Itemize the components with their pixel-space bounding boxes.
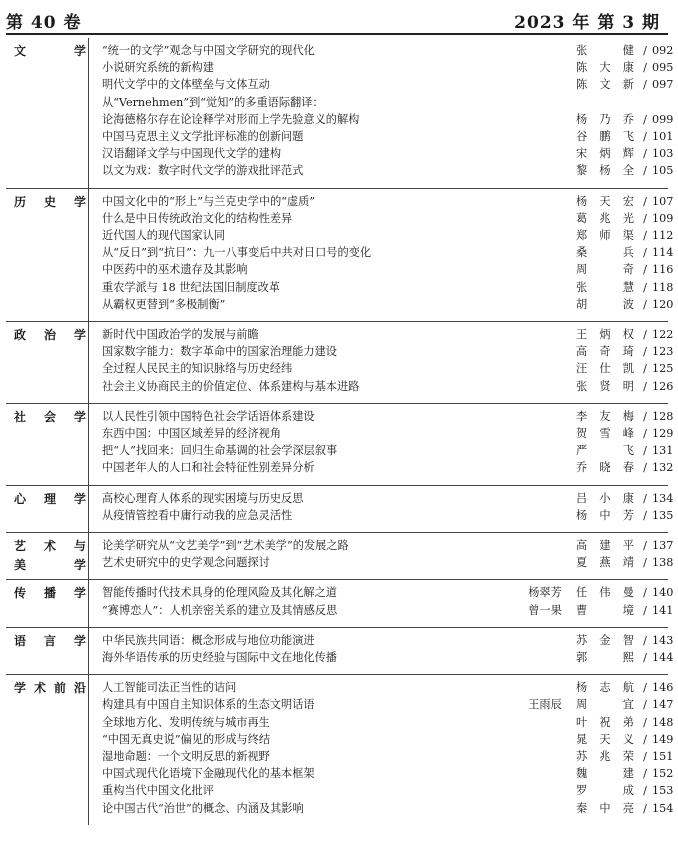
toc-entry[interactable] (102, 193, 674, 210)
page-number: 097 (652, 78, 674, 92)
article-coauthor: 杨翠芳 (528, 586, 562, 600)
page-number: 120 (652, 297, 674, 311)
article-author: 乔晓春 (576, 461, 634, 475)
article-author: 任伟曼 (576, 586, 634, 600)
article-title[interactable]: 中国马克思主义文学批评标准的创新问题 (102, 130, 304, 143)
page-number: 107 (652, 194, 674, 208)
toc-entry[interactable] (102, 244, 674, 261)
toc-entry[interactable] (102, 782, 674, 799)
article-author: 谷鹏飞 (576, 130, 634, 143)
page-separator: / (643, 130, 647, 143)
page-separator: / (643, 426, 647, 440)
page-number: 135 (652, 508, 674, 522)
article-author: 张慧 (576, 280, 634, 294)
page-separator: / (643, 749, 647, 763)
article-coauthor: 曾一果 (528, 603, 562, 617)
page-number: 152 (652, 767, 674, 781)
page-separator: / (643, 586, 647, 600)
article-title[interactable]: 全过程人民民主的知识脉络与历史经纬 (102, 362, 293, 376)
page-separator: / (643, 409, 647, 423)
article-author: 葛兆光 (576, 211, 634, 225)
page-number: 146 (652, 681, 674, 695)
page-separator: / (643, 732, 647, 746)
column-divider (88, 628, 89, 674)
toc-entry[interactable] (102, 584, 674, 601)
section-name-line: 美 学 (14, 557, 86, 572)
page-separator: / (643, 263, 647, 277)
column-divider (88, 533, 89, 579)
page-separator: / (643, 650, 647, 664)
toc-section (6, 403, 674, 485)
article-author: 周奇 (576, 263, 634, 277)
toc-entry[interactable] (102, 696, 674, 713)
article-author: 张贤明 (576, 379, 634, 393)
article-title[interactable]: 明代文学中的文体壁垒与文体互动 (102, 78, 270, 92)
page-separator: / (643, 78, 647, 92)
page-separator: / (643, 246, 647, 260)
page-number: 149 (652, 732, 674, 746)
article-title[interactable]: 构建具有中国自主知识体系的生态文明话语 (102, 698, 315, 712)
page-number: 122 (652, 327, 674, 341)
toc-entry[interactable] (102, 76, 674, 93)
article-author: 贺雪峰 (576, 426, 634, 440)
article-author: 王炳权 (576, 327, 634, 341)
page-separator: / (643, 164, 647, 178)
toc-section (6, 532, 674, 579)
column-divider (88, 189, 89, 321)
page-separator: / (643, 61, 647, 75)
article-title[interactable]: 重构当代中国文化批评 (102, 784, 214, 798)
toc-section (6, 38, 674, 188)
toc-entry[interactable] (102, 111, 674, 128)
article-author: 张健 (576, 44, 634, 57)
section-name (14, 193, 86, 212)
page-separator: / (643, 538, 647, 552)
article-author: 杨志航 (576, 681, 634, 695)
page-number: 105 (652, 164, 674, 178)
page-number: 099 (652, 112, 674, 126)
section-name (14, 632, 86, 651)
toc-entry[interactable] (102, 343, 674, 360)
page-number: 092 (652, 44, 674, 57)
page-separator: / (643, 379, 647, 393)
table-of-contents (6, 38, 674, 825)
toc-entry[interactable] (102, 507, 674, 524)
article-author: 高奇琦 (576, 345, 634, 359)
page-number: 154 (652, 801, 674, 815)
article-title[interactable]: 全球地方化、发明传统与城市再生 (102, 715, 270, 729)
page-separator: / (643, 633, 647, 647)
toc-entry[interactable] (102, 649, 674, 666)
article-title[interactable]: 什么是中日传统政治文化的结构性差异 (102, 211, 293, 225)
column-divider (88, 38, 89, 188)
article-title[interactable]: 中医药中的巫术遗存及其影响 (102, 263, 248, 277)
toc-entry[interactable] (102, 714, 674, 731)
section-name (14, 326, 86, 345)
section-name-line: 心理学 (14, 491, 86, 506)
toc-entry[interactable] (102, 261, 674, 278)
toc-entry[interactable] (102, 145, 674, 162)
page-separator: / (643, 603, 647, 617)
article-author: 叶祝弟 (576, 715, 634, 729)
toc-section (6, 579, 674, 626)
toc-entry[interactable] (102, 59, 674, 76)
article-author: 黎杨全 (576, 164, 634, 178)
article-author: 汪仕凯 (576, 362, 634, 376)
toc-entry[interactable] (102, 326, 674, 343)
page-number: 123 (652, 345, 674, 359)
toc-entry[interactable] (102, 731, 674, 748)
article-author: 杨乃乔 (576, 112, 634, 126)
article-author: 杨天宏 (576, 194, 634, 208)
page-separator: / (643, 444, 647, 458)
article-title[interactable]: 以文为戏：数字时代文学的游戏批评范式 (102, 164, 304, 178)
article-author: 曹境 (576, 603, 634, 617)
page-number: 153 (652, 784, 674, 798)
section-name (14, 537, 86, 575)
article-author: 高建平 (576, 538, 634, 552)
article-author: 陈文新 (576, 78, 634, 92)
article-title[interactable]: 论中国古代“治世”的概念、内涵及其影响 (102, 801, 304, 815)
page-separator: / (643, 508, 647, 522)
toc-entry[interactable] (102, 162, 674, 179)
article-title[interactable]: 人工智能司法正当性的诘问 (102, 681, 237, 695)
journal-header (0, 0, 678, 32)
article-author: 夏燕靖 (576, 556, 634, 570)
page-number: 126 (652, 379, 674, 393)
column-divider (88, 580, 89, 626)
page-number: 112 (652, 228, 674, 242)
page-number: 131 (652, 444, 674, 458)
section-name (14, 408, 86, 427)
article-title[interactable]: 新时代中国政治学的发展与前瞻 (102, 327, 259, 341)
page-number: 148 (652, 715, 674, 729)
page-separator: / (643, 362, 647, 376)
toc-entry[interactable] (102, 378, 674, 395)
section-name-line: 社会学 (14, 409, 86, 424)
article-title[interactable]: 中国文化中的“形上”与兰克史学中的“虚质” (102, 194, 316, 208)
article-title[interactable]: 中国老年人的人口和社会特征性别差异分析 (102, 461, 315, 475)
page-number: 147 (652, 698, 674, 712)
toc-entry[interactable] (102, 210, 674, 227)
section-name (14, 490, 86, 509)
article-author: 苏兆荣 (576, 749, 634, 763)
toc-entry[interactable] (102, 765, 674, 782)
page-number: 143 (652, 633, 674, 647)
page-number: 103 (652, 147, 674, 161)
article-title[interactable]: 小说研究系统的新构建 (102, 61, 214, 75)
header-rule (6, 33, 668, 35)
article-title[interactable]: 从疫情管控看中庸行动我的应急灵活性 (102, 508, 293, 522)
section-name-line: 文 学 (14, 44, 86, 58)
section-name-line: 政治学 (14, 327, 86, 342)
toc-entry[interactable] (102, 296, 674, 313)
article-title[interactable]: 东西中国：中国区域差异的经济视角 (102, 426, 282, 440)
article-author: 周宜 (576, 698, 634, 712)
article-author: 杨中芳 (576, 508, 634, 522)
article-title[interactable]: 海外华语传承的历史经验与国际中文在地化传播 (102, 650, 337, 664)
toc-entry[interactable] (102, 128, 674, 145)
page-number: 132 (652, 461, 674, 475)
page-separator: / (643, 327, 647, 341)
page-number: 114 (652, 246, 674, 260)
article-title[interactable]: 把“人”找回来：回归生命基调的社会学深层叙事 (102, 444, 338, 458)
article-title[interactable]: 从“反日”到“抗日”：九一八事变后中共对日口号的变化 (102, 246, 372, 260)
article-title[interactable]: 论海德格尔存在论诠释学对形而上学先验意义的解构 (102, 112, 360, 126)
column-divider (88, 486, 89, 532)
page-separator: / (643, 715, 647, 729)
toc-entry[interactable] (102, 42, 674, 59)
page-separator: / (643, 112, 647, 126)
article-author: 秦中亮 (576, 801, 634, 815)
page-number: 151 (652, 749, 674, 763)
toc-entry[interactable] (102, 632, 674, 649)
page-number: 141 (652, 603, 674, 617)
page-number: 144 (652, 650, 674, 664)
toc-entry[interactable] (102, 442, 674, 459)
toc-entry[interactable] (102, 94, 668, 111)
article-author: 严飞 (576, 444, 634, 458)
page-separator: / (643, 461, 647, 475)
section-name-line: 学术前沿 (14, 681, 86, 696)
article-title[interactable]: 中华民族共同语：概念形成与地位功能演进 (102, 633, 315, 647)
page-separator: / (643, 280, 647, 294)
toc-entry[interactable] (102, 800, 674, 817)
toc-entry[interactable] (102, 748, 674, 765)
article-author: 魏建 (576, 767, 634, 781)
page-separator: / (643, 681, 647, 695)
page-number: 140 (652, 586, 674, 600)
toc-entry[interactable] (102, 679, 674, 696)
section-name (14, 679, 86, 698)
section-name (14, 584, 86, 603)
page-separator: / (643, 767, 647, 781)
section-name-line: 历史学 (14, 194, 86, 209)
page-number: 137 (652, 538, 674, 552)
page-separator: / (643, 801, 647, 815)
toc-entry[interactable] (102, 227, 674, 244)
toc-section (6, 188, 674, 321)
article-author: 吕小康 (576, 491, 634, 505)
article-author: 罗成 (576, 784, 634, 798)
toc-entry[interactable] (102, 490, 674, 507)
article-author: 陈大康 (576, 61, 634, 75)
page-number: 138 (652, 556, 674, 570)
page-separator: / (643, 784, 647, 798)
page-separator: / (643, 228, 647, 242)
page-number: 128 (652, 409, 674, 423)
article-title[interactable]: “中国无真史说”偏见的形成与终结 (102, 732, 271, 746)
toc-section (6, 627, 674, 674)
toc-section (6, 321, 674, 403)
toc-entry[interactable] (102, 279, 674, 296)
toc-entry[interactable] (102, 537, 674, 554)
article-title[interactable]: 湿地命题：一个文明反思的新视野 (102, 749, 270, 763)
article-title[interactable]: 从“Vernehmen”到“觉知”的多重语际翻译： (102, 95, 324, 109)
toc-entry[interactable] (102, 425, 674, 442)
page-number: 095 (652, 61, 674, 75)
page-number: 129 (652, 426, 674, 440)
toc-entry[interactable] (102, 408, 674, 425)
toc-section (6, 674, 674, 825)
article-title[interactable]: 汉语翻译文学与中国现代文学的建构 (102, 147, 282, 161)
column-divider (88, 675, 89, 825)
page-separator: / (643, 491, 647, 505)
column-divider (88, 322, 89, 403)
article-author: 胡波 (576, 297, 634, 311)
article-author: 桑兵 (576, 246, 634, 260)
page-number: 109 (652, 211, 674, 225)
column-divider (88, 404, 89, 485)
article-author: 晁天义 (576, 732, 634, 746)
article-title[interactable]: 以人民性引领中国特色社会学话语体系建设 (102, 409, 315, 423)
issue-label: 2023 年 第 3 期 (514, 13, 660, 33)
section-name-line: 艺术与 (14, 538, 86, 553)
page-separator: / (643, 345, 647, 359)
article-author: 宋炳辉 (576, 147, 634, 161)
page-number: 116 (652, 263, 674, 277)
section-name-line: 传播学 (14, 586, 86, 601)
page-separator: / (643, 147, 647, 161)
article-title[interactable]: 社会主义协商民主的价值定位、体系建构与基本进路 (102, 379, 360, 393)
article-coauthor: 王雨辰 (528, 698, 562, 712)
section-name (14, 42, 86, 61)
page-separator: / (643, 44, 647, 57)
toc-section (6, 485, 674, 532)
section-name-line: 语言学 (14, 633, 86, 648)
page-number: 118 (652, 280, 674, 294)
article-title[interactable]: 智能传播时代技术具身的伦理风险及其化解之道 (102, 586, 337, 600)
page-separator: / (643, 211, 647, 225)
article-author: 李友梅 (576, 409, 634, 423)
page-number: 134 (652, 491, 674, 505)
volume-label: 第 40 卷 (6, 13, 82, 33)
page-number: 125 (652, 362, 674, 376)
toc-entry[interactable] (102, 602, 674, 619)
page-separator: / (643, 556, 647, 570)
page-separator: / (643, 698, 647, 712)
page-separator: / (643, 297, 647, 311)
page-separator: / (643, 194, 647, 208)
article-title[interactable]: 中国式现代化语境下金融现代化的基本框架 (102, 767, 315, 781)
article-title[interactable]: 国家数字能力：数字革命中的国家治理能力建设 (102, 345, 337, 359)
toc-entry[interactable] (102, 554, 674, 571)
toc-entry[interactable] (102, 360, 674, 377)
article-author: 苏金智 (576, 633, 634, 647)
article-author: 郭熙 (576, 650, 634, 664)
article-title[interactable]: 重农学派与 18 世纪法国旧制度改革 (102, 280, 280, 294)
page-number: 101 (652, 130, 674, 143)
toc-entry[interactable] (102, 459, 674, 476)
article-author: 郑师渠 (576, 228, 634, 242)
article-title[interactable]: 从霸权更替到“多极制衡” (102, 297, 226, 311)
article-title[interactable]: 近代国人的现代国家认同 (102, 228, 226, 242)
article-title[interactable]: 艺术史研究中的史学观念问题探讨 (102, 556, 270, 570)
article-title[interactable]: 高校心理育人体系的现实困境与历史反思 (102, 491, 304, 505)
article-title[interactable]: “统一的文学”观念与中国文学研究的现代化 (102, 44, 315, 57)
article-title[interactable]: “赛博恋人”：人机亲密关系的建立及其情感反思 (102, 603, 338, 617)
article-title[interactable]: 论美学研究从“文艺美学”到“艺术美学”的发展之路 (102, 538, 349, 552)
